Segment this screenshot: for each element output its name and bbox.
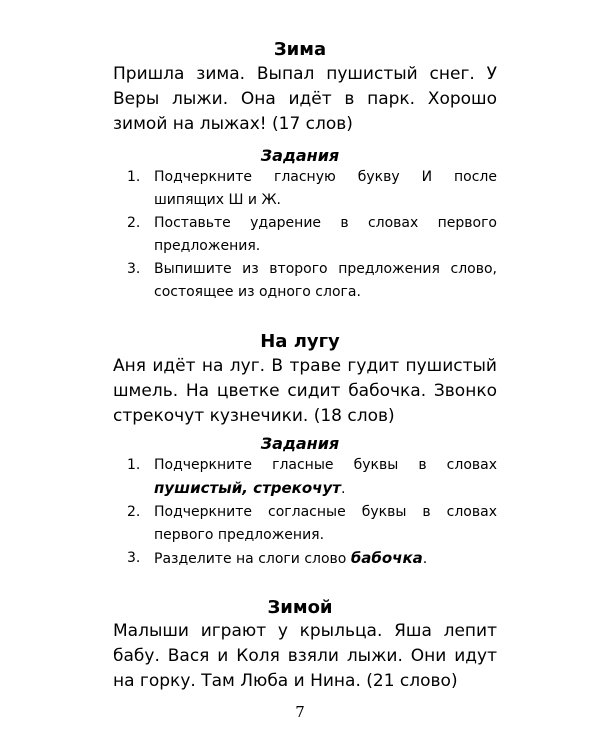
section-title-zima: Зима bbox=[273, 39, 327, 60]
emphasized-word: стрекочут bbox=[253, 479, 341, 497]
task-text: Поставьте ударение в словах первого предложения. bbox=[154, 215, 497, 254]
section-title-na-lugu: На лугу bbox=[260, 331, 340, 352]
task-text: Подчеркните согласные буквы в словах первого предложения. bbox=[154, 504, 497, 543]
task-item bbox=[127, 258, 497, 304]
task-list-zima bbox=[127, 166, 497, 304]
story-text-zima: Пришла зима. Выпал пушистый снег. У Веры лыжи. Она идёт в парк. Хорошо зимой на лыжах! (17 слов) bbox=[113, 64, 497, 134]
story-text-zimoy: Малыши играют у крыльца. Яша лепит бабу. Вася и Коля взяли лыжи. Они идут на горку. Там Люба и Нина. (21 слово) bbox=[113, 621, 497, 691]
punctuation: . bbox=[340, 481, 346, 497]
task-list-na-lugu bbox=[127, 454, 497, 571]
task-text: Подчеркните гласную букву И после шипящих Ш и Ж. bbox=[154, 169, 497, 208]
task-number: 2. bbox=[127, 504, 141, 520]
story-text-na-lugu: Аня идёт на луг. В траве гудит пушистый шмель. На цветке сидит бабочка. Звонко стрекочут кузнечики. (18 слов) bbox=[113, 356, 497, 426]
task-text: Разделите на слоги слово bbox=[154, 551, 347, 567]
page-number: 7 bbox=[295, 703, 305, 721]
task-number: 3. bbox=[127, 550, 141, 566]
task-text: Выпишите из второго предложения слово, состоящее из одного слога. bbox=[154, 261, 497, 300]
emphasized-word: бабочка bbox=[350, 549, 423, 567]
punctuation: , bbox=[242, 479, 254, 497]
task-number: 1. bbox=[127, 457, 141, 473]
punctuation: . bbox=[422, 551, 428, 567]
tasks-title-na-lugu: Задания bbox=[260, 434, 340, 453]
task-number: 3. bbox=[127, 261, 141, 277]
task-text: Подчеркните гласные буквы в словах bbox=[154, 457, 497, 473]
section-title-zimoy: Зимой bbox=[267, 597, 333, 618]
task-item bbox=[127, 501, 497, 547]
task-item bbox=[127, 166, 497, 212]
task-item bbox=[127, 547, 497, 571]
task-item bbox=[127, 454, 497, 501]
emphasized-word: пушистый bbox=[154, 479, 243, 497]
task-number: 1. bbox=[127, 169, 141, 185]
tasks-title-zima: Задания bbox=[260, 146, 340, 165]
task-number: 2. bbox=[127, 215, 141, 231]
task-item bbox=[127, 212, 497, 258]
